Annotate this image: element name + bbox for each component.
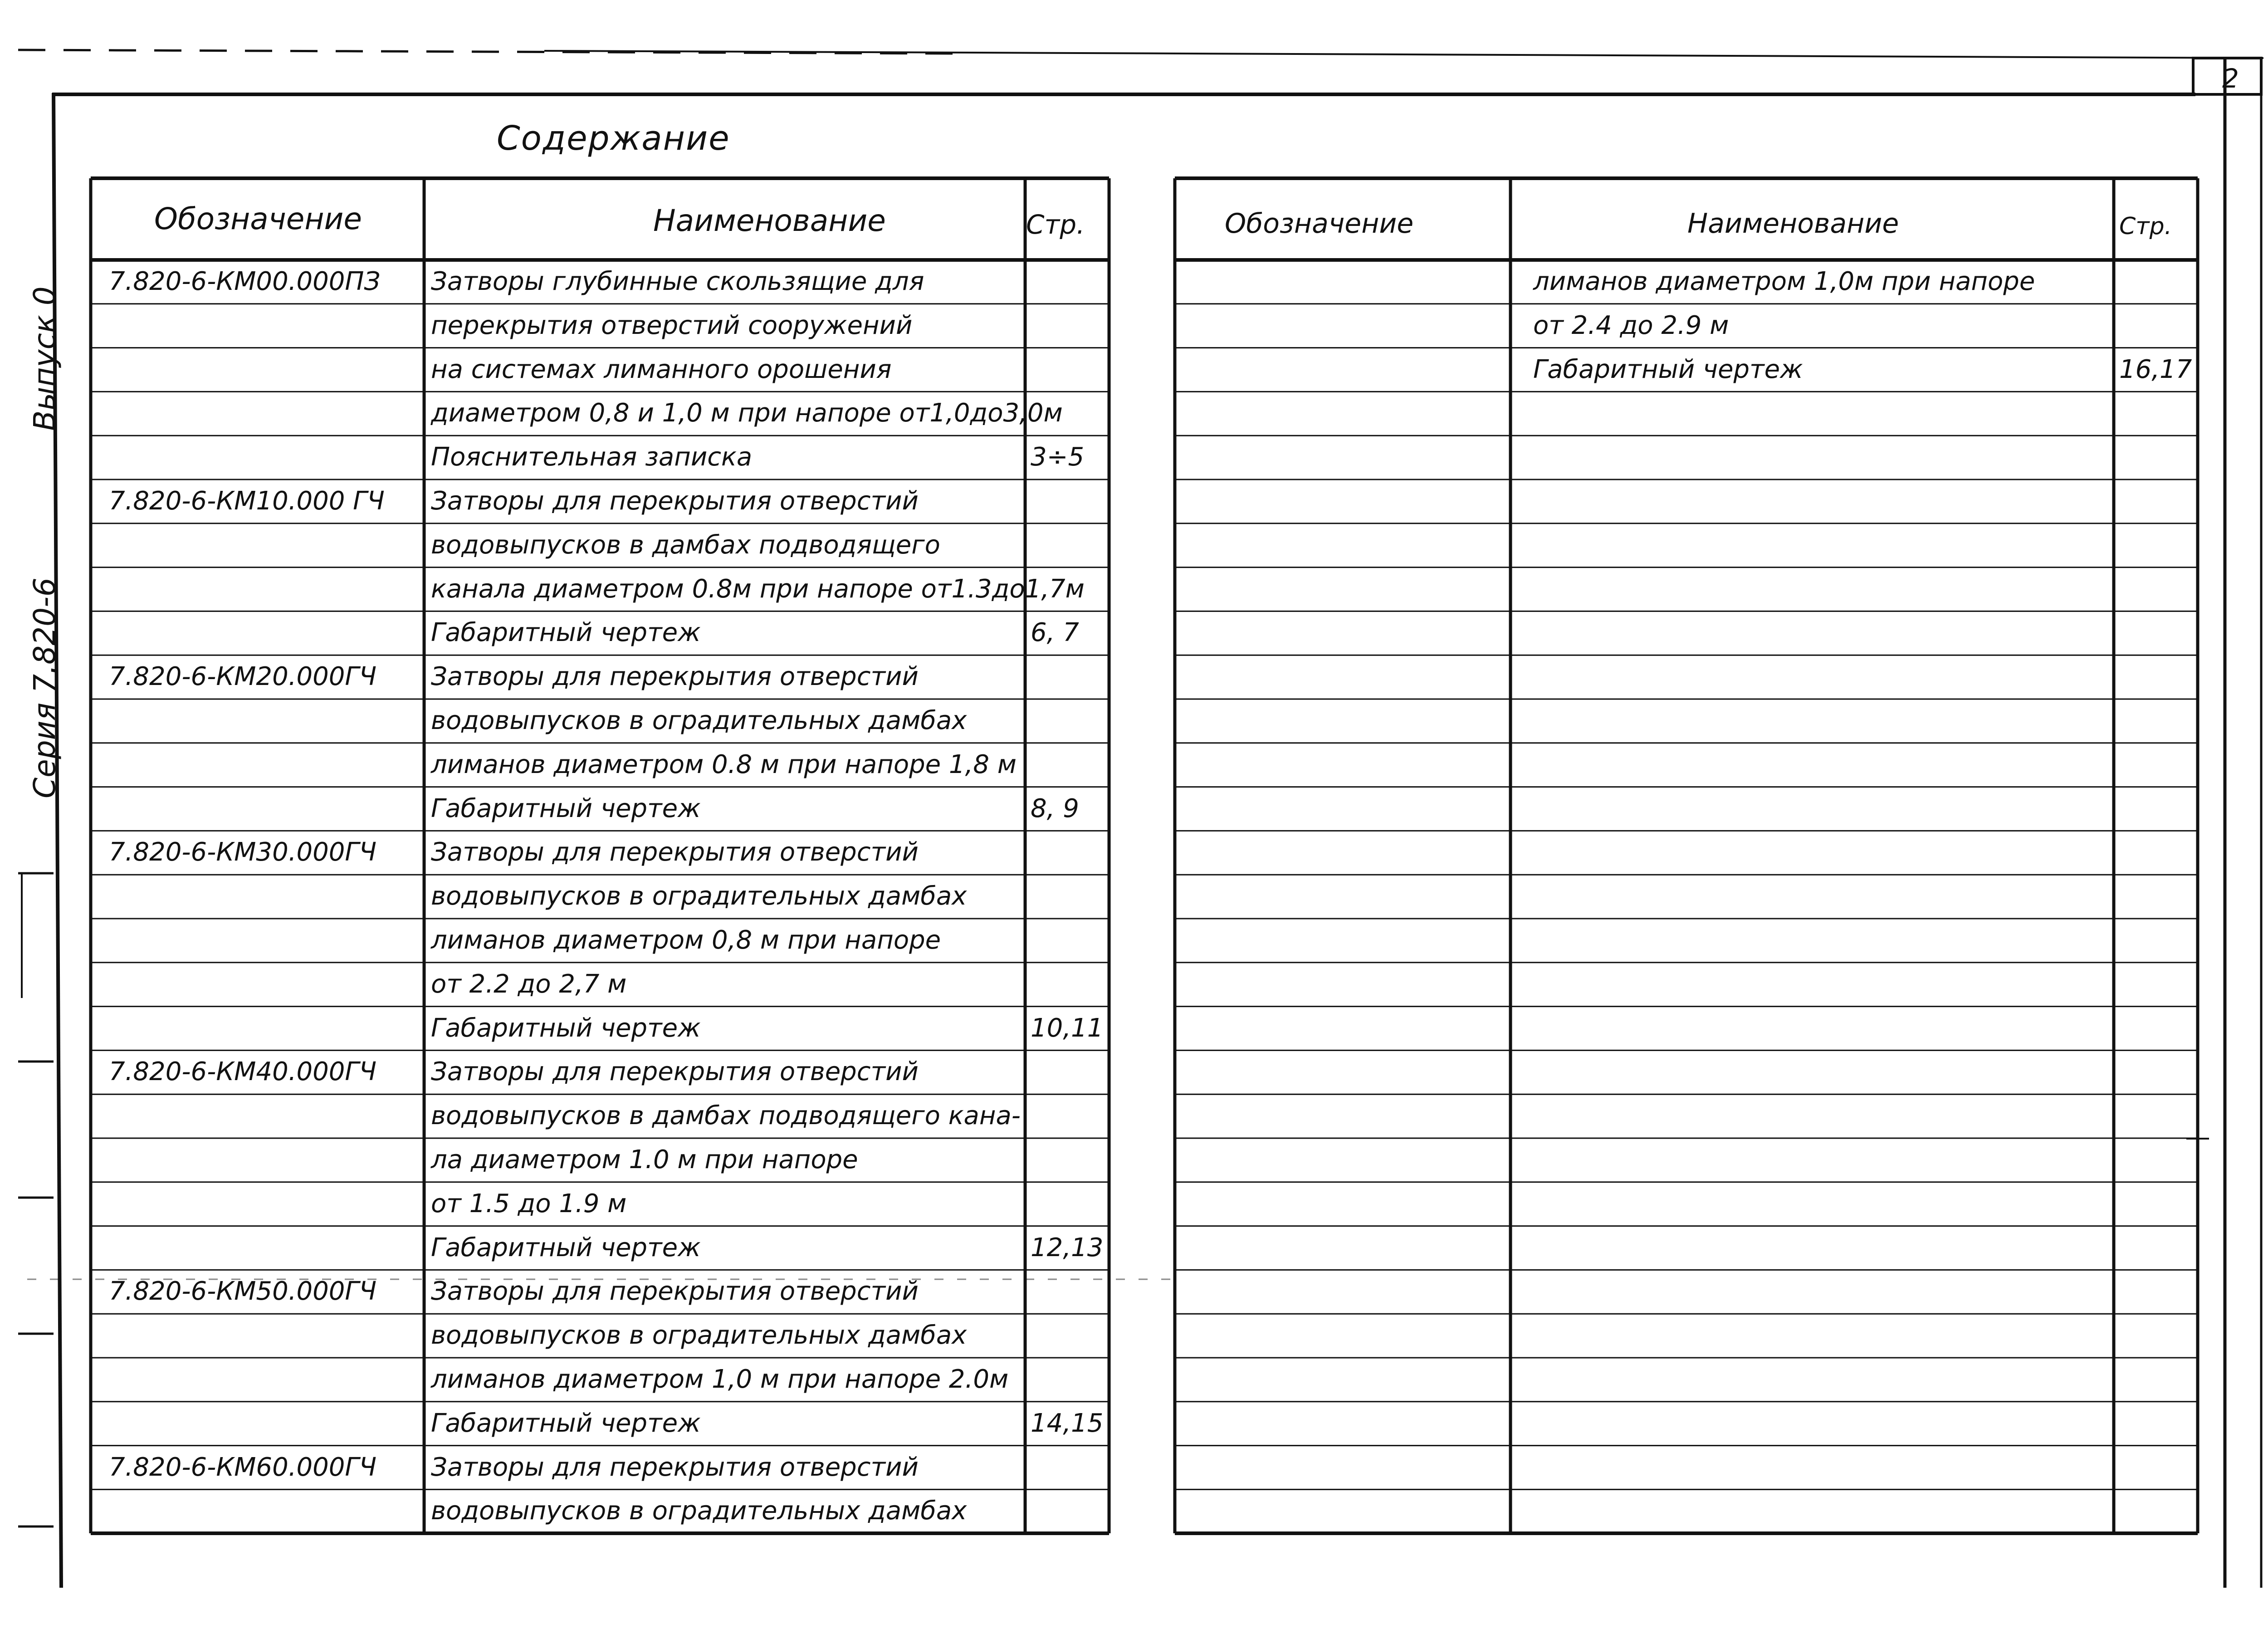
left-row-name-cell: лиманов диаметром 0.8 м при напоре 1,8 м [431,749,1017,779]
left-row-name-cell: Затворы для перекрытия отверстий [431,662,919,692]
left-row-name-cell: Затворы для перекрытия отверстий [431,837,919,867]
left-row-name-cell: от 1.5 до 1.9 м [431,1189,627,1218]
left-row-name-cell: Габаритный чертеж [431,1408,701,1438]
top-border-line [544,51,2263,58]
left-row-name-cell: водовыпусков в оградительных дамбах [431,706,967,735]
left-row-name-cell: Габаритный чертеж [431,1233,701,1262]
left-row-page-cell: 6, 7 [1031,618,1079,648]
right-header-page: Стр. [2119,213,2172,240]
left-row-name-cell: от 2.2 до 2,7 м [431,969,627,999]
right-header-name: Наименование [1687,208,1899,240]
left-row-name-cell: на системах лиманного орошения [431,354,892,384]
right-row-name-cell: лиманов диаметром 1,0м при напоре [1533,267,2035,296]
left-row-page-cell: 12,13 [1031,1233,1104,1262]
left-header-page: Стр. [1026,209,1085,240]
left-row-name-cell: диаметром 0,8 и 1,0 м при напоре от1,0до3,0м [431,398,1063,428]
left-row-name-cell: водовыпусков в дамбах подводящего [431,530,940,560]
left-header-name: Наименование [653,203,886,238]
left-row-name-cell: Затворы для перекрытия отверстий [431,1452,919,1482]
left-row-designation-cell: 7.820-6-КМ40.000ГЧ [109,1057,376,1087]
sheet-number: 2 [2222,63,2239,94]
left-row-name-cell: водовыпусков в оградительных дамбах [431,1496,967,1526]
left-row-name-cell: канала диаметром 0.8м при напоре от1.3до1,7м [431,574,1085,604]
left-row-name-cell: Габаритный чертеж [431,1013,701,1043]
left-row-name-cell: Затворы глубинные скользящие для [431,267,924,296]
left-row-page-cell: 8, 9 [1031,793,1079,823]
left-row-page-cell: 10,11 [1031,1013,1104,1043]
left-row-name-cell: перекрытия отверстий сооружений [431,310,913,340]
left-header-designation: Обозначение [154,201,362,236]
left-row-name-cell: Затворы для перекрытия отверстий [431,1277,919,1306]
left-row-name-cell: водовыпусков в оградительных дамбах [431,1321,967,1350]
left-row-name-cell: водовыпусков в дамбах подводящего кана- [431,1101,1021,1131]
left-row-designation-cell: 7.820-6-КМ10.000 ГЧ [109,486,385,516]
left-row-designation-cell: 7.820-6-КМ60.000ГЧ [109,1452,376,1482]
page-title: Содержание [497,119,730,158]
left-row-name-cell: Пояснительная записка [431,442,753,472]
left-row-page-cell: 3÷5 [1031,442,1085,472]
right-row-page-cell: 16,17 [2119,354,2192,384]
right-header-designation: Обозначение [1225,208,1414,240]
left-row-designation-cell: 7.820-6-КМ00.000ПЗ [109,267,381,296]
left-row-name-cell: Габаритный чертеж [431,618,701,648]
left-row-name-cell: ла диаметром 1.0 м при напоре [431,1145,858,1174]
left-row-name-cell: лиманов диаметром 1,0 м при напоре 2.0м [431,1365,1009,1394]
side-issue-label: Выпуск 0 [27,286,62,431]
right-row-name-cell: от 2.4 до 2.9 м [1533,310,1729,340]
left-row-designation-cell: 7.820-6-КМ50.000ГЧ [109,1277,376,1306]
left-row-name-cell: Затворы для перекрытия отверстий [431,1057,919,1087]
right-row-name-cell: Габаритный чертеж [1533,354,1803,384]
left-row-name-cell: лиманов диаметром 0,8 м при напоре [431,925,941,955]
left-row-designation-cell: 7.820-6-КМ30.000ГЧ [109,837,376,867]
left-row-name-cell: водовыпусков в оградительных дамбах [431,881,967,911]
left-row-name-cell: Габаритный чертеж [431,793,701,823]
left-row-designation-cell: 7.820-6-КМ20.000ГЧ [109,662,376,692]
side-series-label: Серия 7.820-6 [27,577,62,798]
left-row-page-cell: 14,15 [1031,1408,1104,1438]
left-row-name-cell: Затворы для перекрытия отверстий [431,486,919,516]
